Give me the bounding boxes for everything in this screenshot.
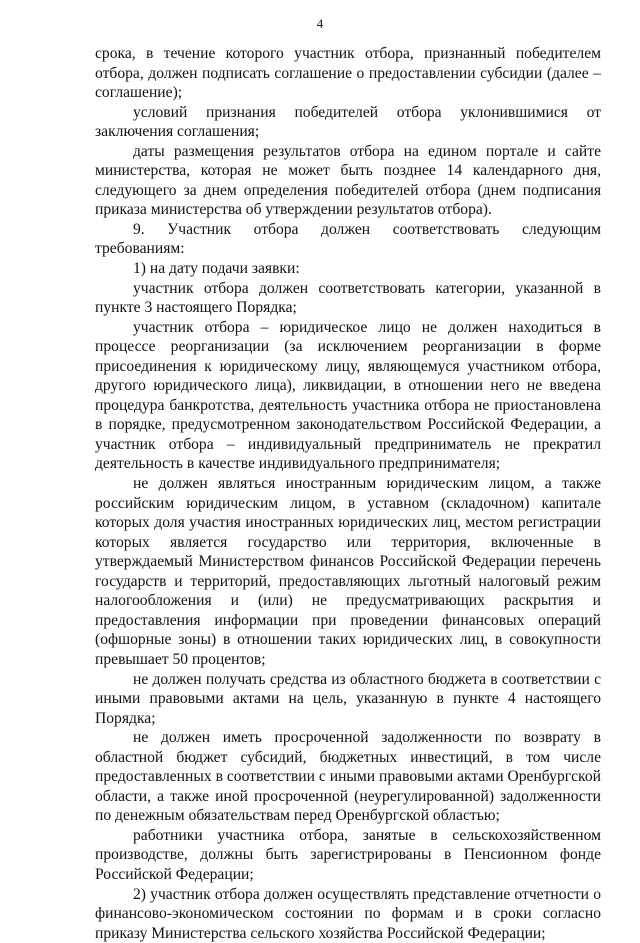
page-number: 4 [316, 16, 324, 31]
paragraph: не должен иметь просроченной задолженности по возврату в областной бюджет субсидий, бюджетных инвестиций, в том числе предоставленных в соответствии с иными правовыми актами Оренбургской области, а также иной просроченной (неурегулированной) задолженности по денежным обязательствам перед Оренбургской областью; [95, 729, 601, 825]
paragraph: 2) участник отбора должен осуществлять представление отчетности о финансово-экономическом состоянии по формам и в сроки согласно приказу Министерства сельского хозяйства Российской Федерации; [95, 885, 601, 942]
paragraph: 1) на дату подачи заявки: [133, 260, 300, 278]
paragraph: не должен получать средства из областного бюджета в соответствии с иными правовыми актами на цель, указанную в пункте 4 настоящего Порядка; [95, 670, 601, 727]
paragraph: работники участника отбора, занятые в сельскохозяйственном производстве, должны быть зарегистрированы в Пенсионном фонде Российской Федерации; [95, 826, 601, 883]
paragraph: участник отбора – юридическое лицо не должен находиться в процессе реорганизации (за исключением реорганизации в форме присоединения к юридическому лицу, являющемуся участником отбора, другого юридического лица), ликвидации, в отношении него не введена процедура банкротства, деятельность участника отбора не приостановлена в порядке, предусмотренном законодательством Российской Федерации, а участник отбора – индивидуальный предприниматель не прекратил деятельность в качестве индивидуального предпринимателя; [95, 318, 601, 473]
paragraph: не должен являться иностранным юридическим лицом, а также российским юридическим лицом, в уставном (складочном) капитале которых доля участия иностранных юридических лиц, местом регистрации которых является государство или территория, включенные в утверждаемый Министерством финансов Российской Федерации перечень государств и территорий, предоставляющих льготный налоговый режим налогообложения и (или) не предусматривающих раскрытия и предоставления информации при проведении финансовых операций (офшорные зоны) в отношении таких юридических лиц, в совокупности превышает 50 процентов; [95, 475, 601, 668]
paragraph: срока, в течение которого участник отбора, признанный победителем отбора, должен подписать соглашение о предоставлении субсидии (далее – соглашение); [95, 45, 601, 102]
paragraph: 9. Участник отбора должен соответствовать следующим требованиям: [95, 220, 601, 258]
body-text [95, 44, 601, 943]
paragraph: участник отбора должен соответствовать категории, указанной в пункте 3 настоящего Порядка; [95, 279, 601, 317]
paragraph: условий признания победителей отбора уклонившимися от заключения соглашения; [95, 103, 601, 141]
paragraph: даты размещения результатов отбора на едином портале и сайте министерства, которая не может быть позднее 14 календарного дня, следующего за днем определения победителей отбора (днем подписания приказа министерства об утверждении результатов отбора). [95, 142, 601, 219]
